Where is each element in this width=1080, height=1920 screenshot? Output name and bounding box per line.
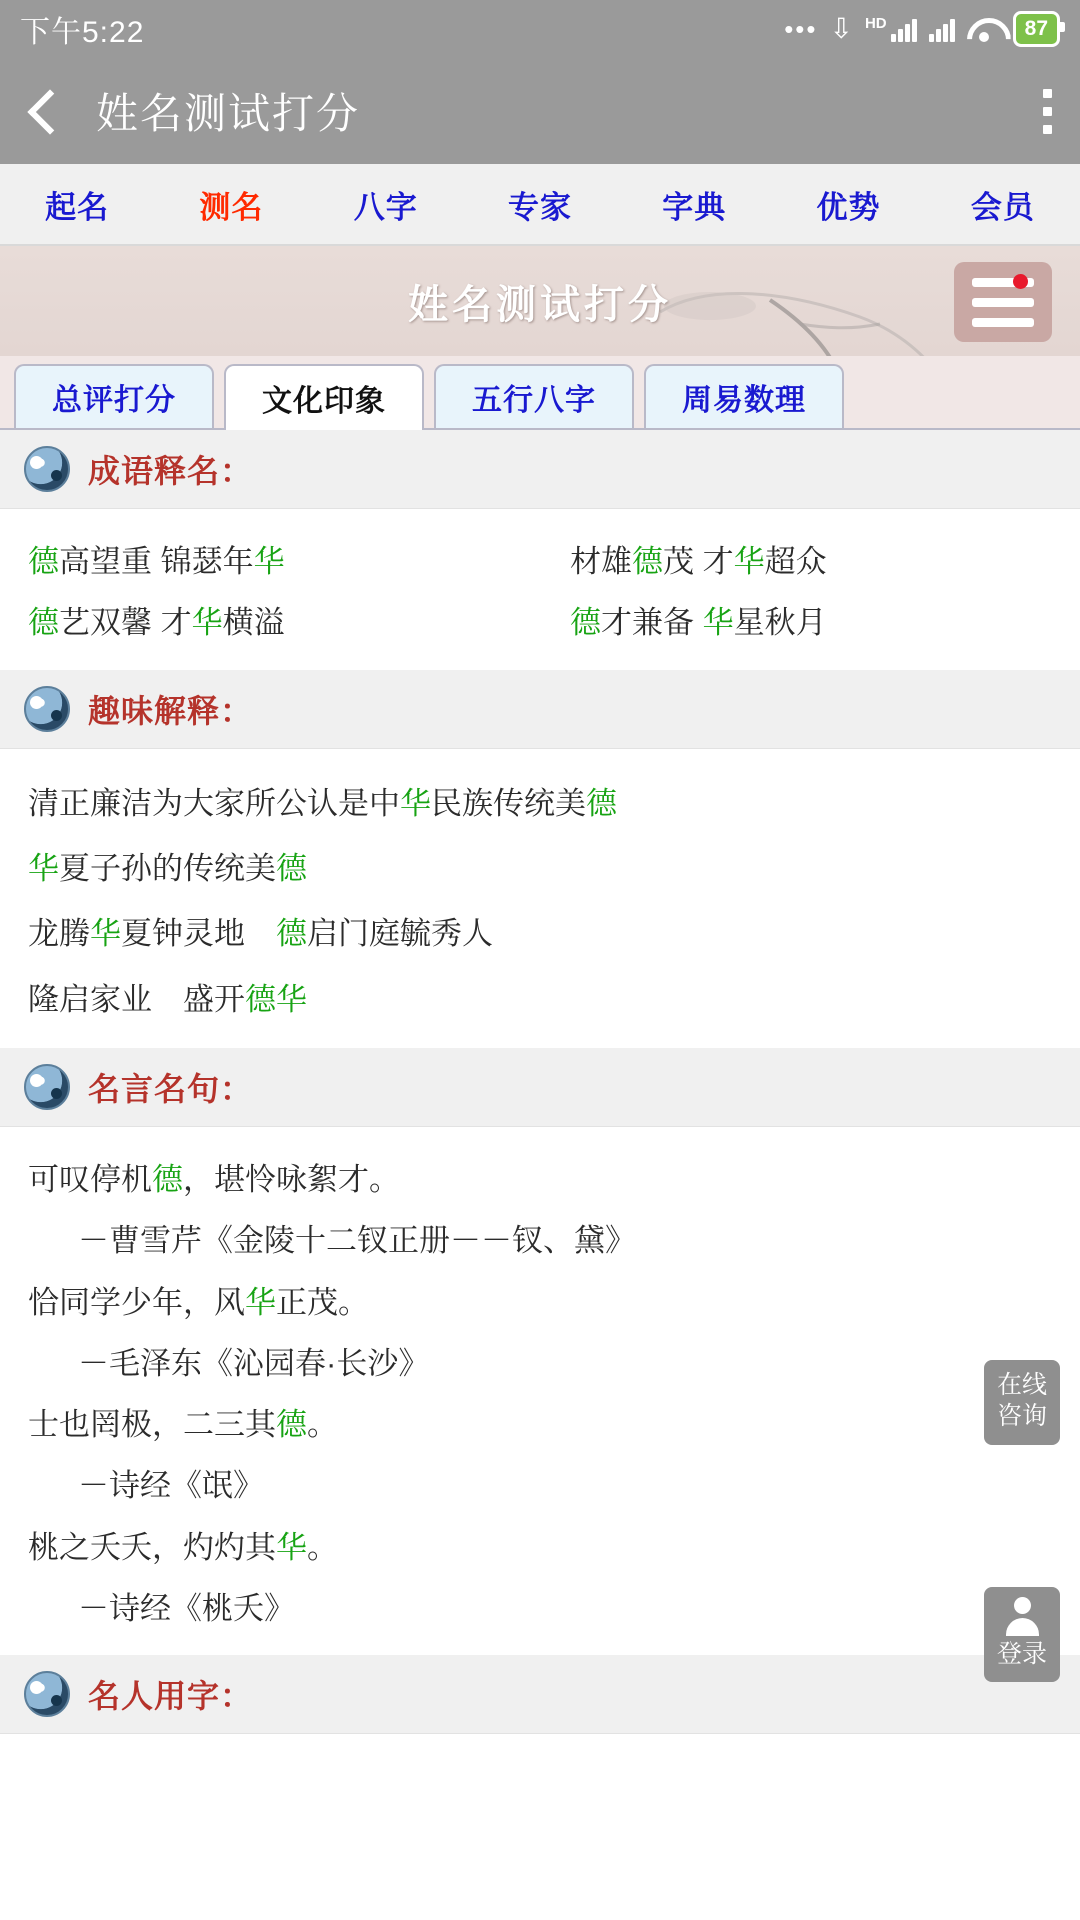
section-body-quotes: [0, 1127, 1080, 1656]
section-title-quotes: 名言名句：: [88, 1070, 254, 1107]
tab-wenhua-yinxiang[interactable]: 文化印象: [224, 364, 424, 430]
nav-tab-zidian[interactable]: 字典: [662, 189, 727, 225]
idiom-item: 德艺双馨 才华横溢: [28, 605, 285, 641]
yinyang-icon: [24, 1064, 70, 1110]
section-header-fun: [0, 670, 1080, 749]
nav-tab-qiming[interactable]: 起名: [45, 189, 110, 225]
menu-notification-badge: [1013, 274, 1028, 289]
quote-text: 士也罔极，二三其德。: [28, 1407, 338, 1443]
yinyang-icon: [24, 686, 70, 732]
quote-text: 恰同学少年，风华正茂。: [28, 1284, 369, 1320]
banner: [0, 246, 1080, 356]
section-title-idioms: 成语释名：: [88, 453, 254, 489]
section-header-celebrity: [0, 1655, 1080, 1734]
idiom-grid: [28, 531, 1052, 654]
idiom-item: 德才兼备 华星秋月: [570, 605, 827, 641]
login-button[interactable]: [984, 1587, 1060, 1682]
nav-tabs: [0, 164, 1080, 246]
quote-source: －诗经《氓》: [78, 1468, 264, 1504]
back-icon[interactable]: [18, 83, 74, 139]
idiom-item: 材雄德茂 才华超众: [570, 544, 827, 579]
person-icon: [1001, 1595, 1043, 1637]
idiom-item: 德高望重 锦瑟年华: [28, 544, 285, 579]
yinyang-icon: [24, 1671, 70, 1717]
wifi-icon: [967, 16, 1001, 42]
tab-wuxing-bazi[interactable]: 五行八字: [434, 364, 634, 428]
page-title: 姓名测试打分: [96, 90, 361, 137]
section-tabs: [0, 356, 1080, 430]
section-header-quotes: [0, 1048, 1080, 1127]
bluetooth-icon: ⇩: [829, 13, 853, 44]
nav-tab-zhuanjia[interactable]: 专家: [507, 189, 572, 225]
tab-zongping-dafen[interactable]: 总评打分: [14, 364, 214, 428]
app-bar: [0, 58, 1080, 164]
online-consult-button[interactable]: [984, 1360, 1060, 1445]
yinyang-icon: [24, 446, 70, 492]
banner-title: 姓名测试打分: [408, 282, 672, 327]
quote-source: －毛泽东《沁园春·长沙》: [78, 1345, 430, 1381]
section-header-idioms: [0, 430, 1080, 509]
fun-line: 龙腾华夏钟灵地 德启门庭毓秀人: [28, 916, 493, 952]
nav-tab-bazi[interactable]: 八字: [353, 189, 418, 225]
hd-icon: HD: [864, 14, 887, 32]
battery-icon: 87: [1013, 11, 1060, 47]
nav-tab-youshi[interactable]: 优势: [816, 189, 881, 225]
quote-source: －曹雪芹《金陵十二钗正册－－钗、黛》: [78, 1223, 636, 1259]
section-title-celebrity: 名人用字：: [88, 1678, 254, 1715]
content-area: [0, 430, 1080, 1734]
section-title-fun: 趣味解释：: [88, 692, 254, 729]
hamburger-menu-button[interactable]: [954, 262, 1052, 342]
nav-tab-huiyuan[interactable]: 会员: [970, 189, 1035, 225]
status-bar: [0, 0, 1080, 58]
fun-line: 隆启家业 盛开德华: [28, 981, 307, 1017]
more-dots-icon: •••: [784, 14, 818, 44]
section-body-fun: [0, 749, 1080, 1048]
login-label: 登录: [996, 1640, 1047, 1668]
status-icons: [784, 11, 1060, 47]
quote-text: 桃之夭夭，灼灼其华。: [28, 1529, 338, 1565]
fun-line: 华夏子孙的传统美德: [28, 850, 307, 886]
consult-label-line2: 咨询: [996, 1402, 1047, 1431]
status-time: 下午5:22: [20, 16, 145, 49]
fun-line: 清正廉洁为大家所公认是中华民族传统美德: [28, 785, 617, 821]
consult-label-line1: 在线: [996, 1371, 1047, 1399]
signal-bars-icon-1: [891, 16, 917, 42]
overflow-menu-icon[interactable]: [1040, 89, 1054, 134]
tab-zhouyi-shuli[interactable]: 周易数理: [644, 364, 844, 428]
section-body-idioms: [0, 509, 1080, 670]
nav-tab-ceming[interactable]: 测名: [199, 189, 264, 225]
signal-bars-icon-2: [929, 16, 955, 42]
quote-source: －诗经《桃夭》: [78, 1591, 295, 1627]
quote-text: 可叹停机德，堪怜咏絮才。: [28, 1161, 400, 1197]
